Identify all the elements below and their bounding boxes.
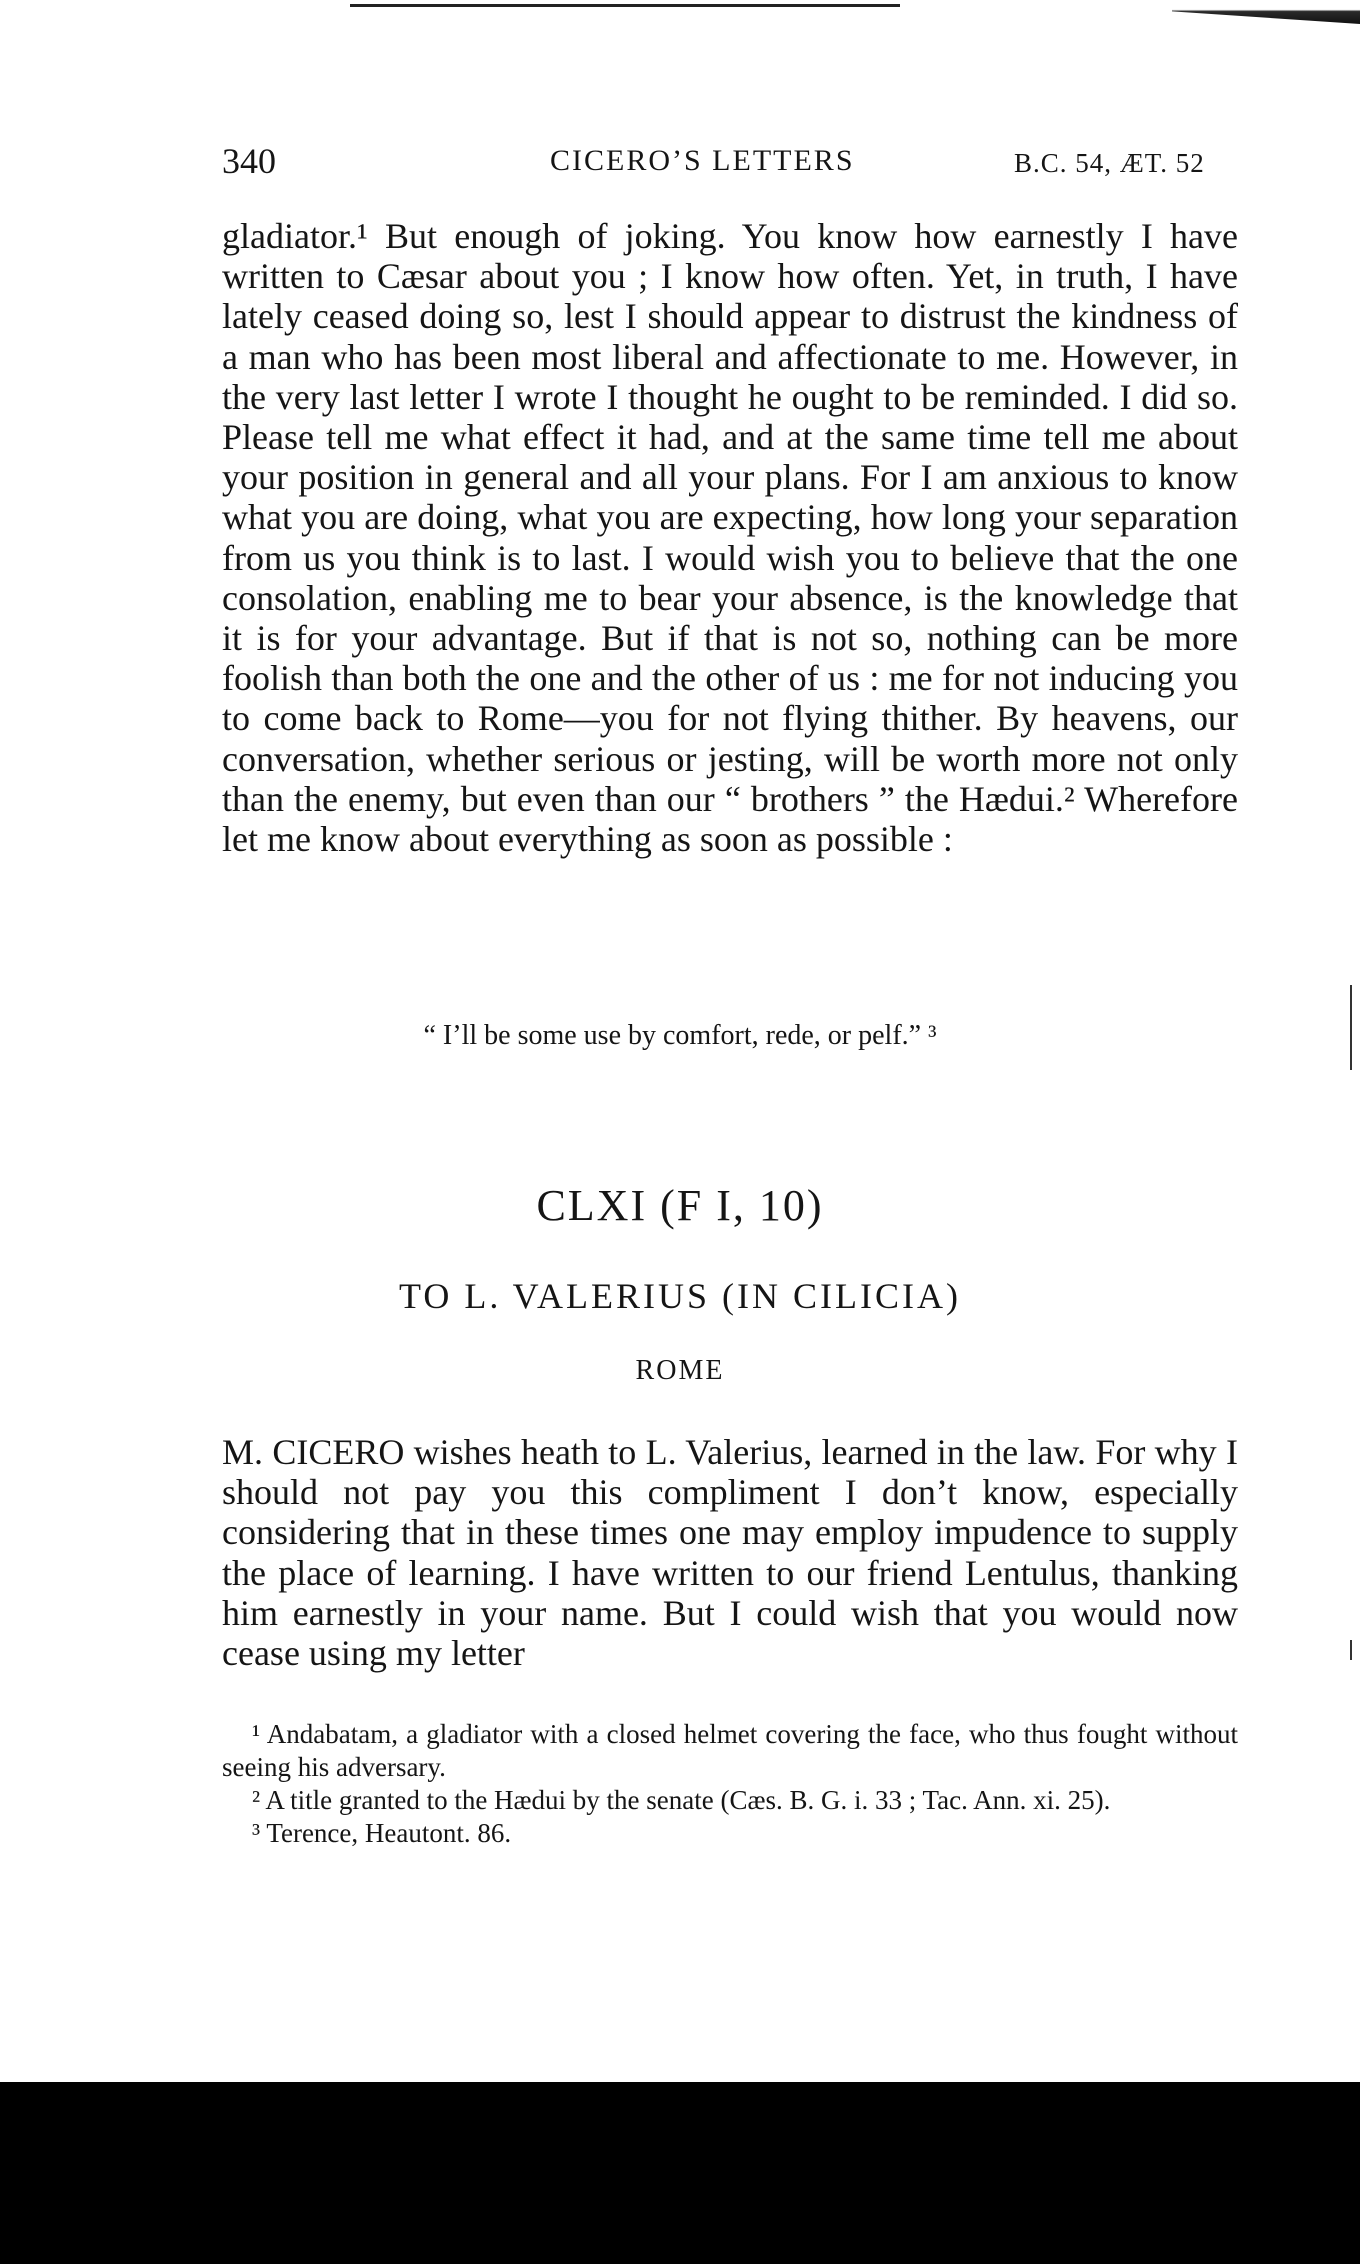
letter-heading: TO L. VALERIUS (IN CILICIA) (399, 1276, 961, 1316)
footnote: ³ Terence, Heautont. 86. (252, 1818, 512, 1848)
running-title: CICERO’S LETTERS (550, 144, 855, 177)
footnote: ¹ Andabatam, a gladiator with a closed helmet covering the face, who thus fought without seeing his adversary. (222, 1719, 1238, 1782)
scan-edge-line (350, 4, 900, 7)
body-text-continued (222, 216, 1238, 859)
letter-place: ROME (635, 1355, 725, 1386)
letter-opening-text (222, 1432, 1238, 1673)
letter-number: CLXI (F I, 10) (536, 1181, 824, 1230)
paragraph: M. CICERO wishes heath to L. Valerius, learned in the law. For why I should not pay you this compliment I don’t know, especially considering that in these times one may employ impudence to supply the place of learning. I have written to our friend Lentulus, thanking him earnestly in your name. But I could wish that you would now cease using my letter (222, 1432, 1238, 1674)
verse-quotation: “ I’ll be some use by comfort, rede, or pelf.” ³ (423, 1020, 937, 1051)
page-number: 340 (222, 141, 276, 181)
footnotes (222, 1718, 1238, 1850)
running-date: B.C. 54, ÆT. 52 (1014, 148, 1205, 178)
scan-edge-wedge (1172, 6, 1360, 24)
footnote: ² A title granted to the Hædui by the senate (Cæs. B. G. i. 33 ; Tac. Ann. xi. 25). (252, 1785, 1111, 1815)
scan-bottom-band (0, 2082, 1360, 2264)
paragraph: gladiator.¹ But enough of joking. You know how earnestly I have written to Cæsar about you ; I know how often. Yet, in truth, I have lately ceased doing so, lest I should appear to distrust the kindness of a man who has been most liberal and affectionate to me. However, in the very last letter I wrote I thought he ought to be reminded. I did so. Please tell me what effect it had, and at the same time tell me about your position in general and all your plans. For I am anxious to know what you are doing, what you are expecting, how long your separation from us you think is to last. I would wish you to believe that the one consolation, enabling me to bear your absence, is the knowledge that it is for your advantage. But if that is not so, nothing can be more foolish than both the one and the other of us : me for not inducing you to come back to Rome—you for not flying thither. By heavens, our conversation, whether serious or jesting, will be worth more not only than the enemy, but even than our “ brothers ” the Hædui.² Wherefore let me know about everything as soon as possible : (222, 216, 1238, 860)
running-header (0, 140, 1360, 184)
margin-mark (1350, 1640, 1352, 1660)
